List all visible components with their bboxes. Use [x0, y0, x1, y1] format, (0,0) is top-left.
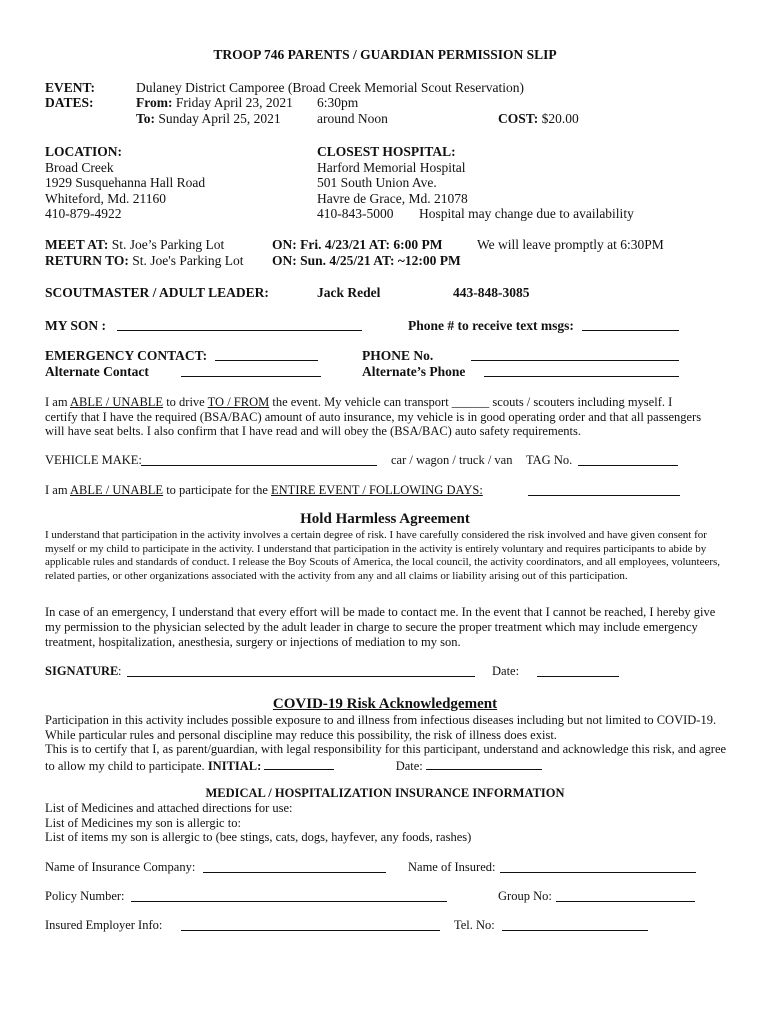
able-unable-choice[interactable]: ABLE / UNABLE	[70, 395, 164, 409]
insurance-company-field[interactable]	[203, 860, 386, 873]
phone-no-label: PHONE No.	[362, 348, 434, 363]
my-son-label: MY SON :	[45, 318, 106, 333]
group-no-label: Group No:	[498, 889, 552, 903]
participate-text: to participate for the	[166, 483, 268, 497]
vehicle-types: car / wagon / truck / van	[391, 453, 513, 467]
location-label: LOCATION:	[45, 144, 123, 159]
policy-number-field[interactable]	[131, 889, 447, 902]
to-time: around Noon	[317, 111, 388, 126]
covid-date-field[interactable]	[426, 757, 542, 770]
to-label: To:	[136, 111, 156, 126]
hospital-note: Hospital may change due to availability	[419, 206, 634, 221]
tel-no-label: Tel. No:	[454, 918, 495, 932]
vehicle-make-field[interactable]	[141, 453, 377, 466]
policy-number-label: Policy Number:	[45, 889, 125, 903]
drive-text: I am	[45, 395, 68, 409]
page-title: TROOP 746 PARENTS / GUARDIAN PERMISSION SLIP	[213, 47, 557, 62]
covid-date-label: Date:	[395, 759, 423, 773]
hospital-phone: 410-843-5000	[317, 206, 394, 221]
drive-text: the event. My vehicle can transport ______ scouts / scouters including myself. I	[272, 395, 673, 409]
location-line: 1929 Susquehanna Hall Road	[45, 175, 206, 190]
employer-info-label: Insured Employer Info:	[45, 918, 163, 932]
entire-event-choice[interactable]: ENTIRE EVENT / FOLLOWING DAYS:	[271, 483, 483, 497]
participate-text: I am	[45, 483, 68, 497]
employer-info-field[interactable]	[181, 918, 440, 931]
hold-harmless-title: Hold Harmless Agreement	[300, 511, 470, 527]
text-phone-label: Phone # to receive text msgs:	[408, 318, 574, 333]
group-no-field[interactable]	[556, 889, 695, 902]
return-value: St. Joe's Parking Lot	[132, 253, 244, 268]
event-value: Dulaney District Camporee (Broad Creek Memorial Scout Reservation)	[136, 80, 525, 95]
on-label: ON:	[272, 237, 297, 252]
to-date	[136, 111, 281, 127]
text-phone-field[interactable]	[582, 318, 679, 331]
meet-on-value: Fri. 4/23/21 AT: 6:00 PM	[300, 237, 443, 252]
hospital-label: CLOSEST HOSPITAL:	[317, 144, 456, 159]
signature-label: SIGNATURE	[45, 664, 119, 678]
medical-title: MEDICAL / HOSPITALIZATION INSURANCE INFORMATION	[205, 786, 565, 800]
insurance-company-label: Name of Insurance Company:	[45, 860, 196, 874]
covid-title: COVID-19 Risk Acknowledgement	[272, 696, 498, 712]
to-from-choice[interactable]: TO / FROM	[207, 395, 270, 409]
medicine-line: List of Medicines and attached directions for use:	[45, 801, 293, 815]
participate-days-field[interactable]	[528, 483, 680, 496]
emergency-contact-field[interactable]	[215, 348, 318, 361]
on-label: ON:	[272, 253, 297, 268]
cost-label: COST:	[498, 111, 539, 126]
from-label: From:	[136, 95, 173, 110]
return-label: RETURN TO:	[45, 253, 129, 268]
signature-date-label: Date:	[492, 664, 520, 678]
return-to	[45, 253, 243, 269]
from-value: Friday April 23, 2021	[175, 95, 293, 110]
meet-on	[272, 237, 442, 253]
drive-line-3: will have seat belts. I also confirm that I have read and will obey the (BSA/BAC) auto safety requirements.	[45, 424, 581, 438]
alternate-contact-field[interactable]	[181, 364, 321, 377]
alternate-phone-label: Alternate’s Phone	[362, 364, 466, 379]
phone-no-field[interactable]	[471, 348, 679, 361]
insured-name-field[interactable]	[500, 860, 696, 873]
covid-text: This is to certify that I, as parent/guardian, with legal responsibility for this participant, understand and acknowledge this risk, and agree to allow my child to participate.	[45, 742, 727, 773]
from-time: 6:30pm	[317, 95, 359, 110]
emergency-contact-label: EMERGENCY CONTACT:	[45, 348, 208, 363]
to-value: Sunday April 25, 2021	[158, 111, 281, 126]
initial-field[interactable]	[264, 757, 334, 770]
medicine-line: List of items my son is allergic to (bee stings, cats, dogs, hayfever, any foods, rashes)	[45, 830, 472, 844]
return-on-value: Sun. 4/25/21 AT: ~12:00 PM	[300, 253, 461, 268]
cost-value: $20.00	[541, 111, 579, 126]
hold-harmless-body: I understand that participation in the activity involves a certain degree of risk. I have carefully considered the risk involved and have given consent for myself or my child to participate in the activity. I understand that participation in the activity is entirely voluntary and requires participants to abide by applicable rules and standards of conduct. I release the Boy Scouts of America, the local council, the activity coordinators, and all employees, volunteers, related parties, or other organizations associated with the activity from any and all claims or liability arising out of this participation.	[45, 529, 721, 582]
event-label: EVENT:	[45, 80, 96, 95]
participate-able-unable[interactable]: ABLE / UNABLE	[70, 483, 164, 497]
covid-body-1: Participation in this activity includes possible exposure to and illness from infectious diseases including but not limited to COVID-19. While particular rules and personal discipline may reduce this possibility, the risk of illness does exist.	[45, 713, 717, 742]
from-date	[136, 95, 293, 111]
return-on	[272, 253, 461, 269]
cost	[498, 111, 579, 127]
drive-line-2: certify that I have the required (BSA/BAC) amount of auto insurance, my vehicle is in good operating order and that all passengers	[45, 410, 702, 424]
meet-label: MEET AT:	[45, 237, 109, 252]
my-son-field[interactable]	[117, 318, 362, 331]
alternate-contact-label: Alternate Contact	[45, 364, 149, 379]
signature-field[interactable]	[127, 664, 475, 677]
participate-line	[45, 483, 483, 498]
meet-note: We will leave promptly at 6:30PM	[477, 237, 664, 252]
scoutmaster-phone: 443-848-3085	[453, 285, 530, 300]
signature-date-field[interactable]	[537, 664, 619, 677]
emergency-consent-text: In case of an emergency, I understand that every effort will be made to contact me. In the event that I cannot be reached, I hereby give my permission to the physician selected by the adult leader in charge to secure the proper treatment which may include emergency treatment, hospitalization, anesthesia, surgery or injections of mediation to my son.	[45, 605, 716, 649]
alternate-phone-field[interactable]	[484, 364, 679, 377]
scoutmaster-label: SCOUTMASTER / ADULT LEADER:	[45, 285, 269, 300]
meet-at	[45, 237, 224, 253]
insured-name-label: Name of Insured:	[408, 860, 496, 874]
covid-body-2	[45, 742, 735, 774]
hospital-line: Havre de Grace, Md. 21078	[317, 191, 468, 206]
tag-field[interactable]	[578, 453, 678, 466]
hospital-line: 501 South Union Ave.	[317, 175, 437, 190]
location-line: Whiteford, Md. 21160	[45, 191, 166, 206]
drive-text: to drive	[166, 395, 205, 409]
hospital-line: Harford Memorial Hospital	[317, 160, 466, 175]
medicine-line: List of Medicines my son is allergic to:	[45, 816, 241, 830]
meet-value: St. Joe’s Parking Lot	[111, 237, 225, 252]
drive-line-1	[45, 395, 672, 410]
scoutmaster-name: Jack Redel	[317, 285, 381, 300]
location-line: 410-879-4922	[45, 206, 122, 221]
tel-no-field[interactable]	[502, 918, 648, 931]
tag-label: TAG No.	[526, 453, 573, 467]
dates-label: DATES:	[45, 95, 94, 110]
vehicle-make-label: VEHICLE MAKE:	[45, 453, 142, 467]
initial-label: INITIAL:	[207, 759, 262, 773]
location-line: Broad Creek	[45, 160, 114, 175]
signature-colon: :	[118, 664, 122, 678]
